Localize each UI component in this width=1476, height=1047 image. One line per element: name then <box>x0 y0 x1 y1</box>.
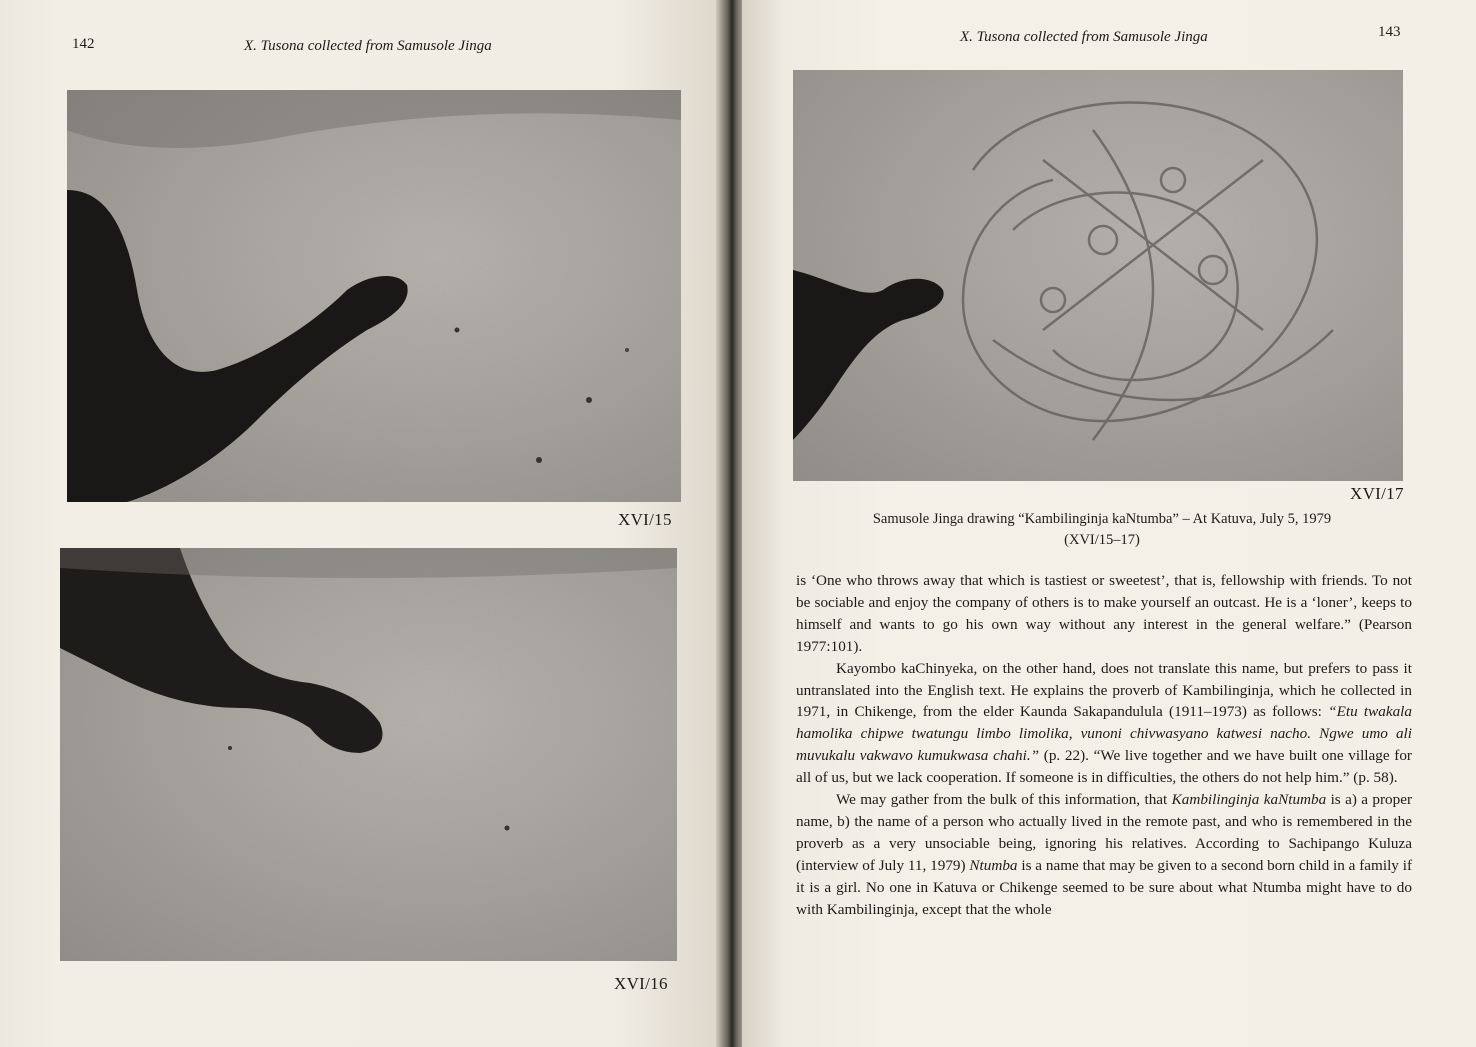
paragraph-3-part-a: We may gather from the bulk of this information, that <box>836 791 1172 809</box>
paragraph-3-part-c: is a name that may be given to a second born child in a family if it is a girl. No one in Katuva or Chikenge seemed to be sure about what Ntumba might have to do with Kambilinginja, except that the whole <box>796 856 1413 918</box>
paragraph-2-part-a: Kayombo kaChinyeka, on the other hand, does not translate this name, but prefers to pass it untranslated into the English text. He explains the proverb of Kambilinginja, which he collected in 1971, in Chikenge, from the elder Kaunda Sakapandulula (1911–1973) as follows: <box>796 659 1412 721</box>
right-page <box>742 0 1476 1047</box>
paragraph-1: is ‘One who throws away that which is tastiest or sweetest’, that is, fellowship with friends. To not be sociable and enjoy the company of others is to make yourself an outcast. He is a ‘loner’, keeps to himself and wants to go his own way without any interest in the general welfare.” (Pearson 1977:101). <box>796 572 1412 655</box>
caption-line-1: Samusole Jinga drawing “Kambilinginja kaNtumba” – At Katuva, July 5, 1979 <box>872 511 1332 527</box>
paragraph-2-part-b: (p. 22). “We live together and we have built one village for all of us, but we lack cooperation. If someone is in difficulties, the others do not help him.” (p. 58). <box>796 747 1412 787</box>
paragraph-3-part-b: is a) a proper name, b) the name of a person who actually lived in the remote past, and who is remembered in the proverb as a very unsociable being, ignoring his relatives. According to Sachipango Kuluza (interview of July 11, 1979) <box>796 791 1412 874</box>
photo-label-xvi-15: XVI/15 <box>618 510 672 529</box>
paragraph-3-italic-1: Kambilinginja kaNtumba <box>1171 791 1327 809</box>
paragraph-2-quote: “Etu twakala hamolika chipwe twatungu limbo limolika, vunoni chivwasyano katwesi nacho. Ngwe umo ali muvukalu vakwavo kumukwasa chahi.” <box>796 703 1413 765</box>
page-number-right: 143 <box>1378 24 1401 40</box>
running-head-right: X. Tusona collected from Samusole Jinga <box>960 29 1208 45</box>
caption-line-2: (XVI/15–17) <box>1064 532 1140 548</box>
photo-label-xvi-17: XVI/17 <box>1350 484 1404 503</box>
figure-caption <box>802 509 1402 551</box>
photo-label-xvi-16: XVI/16 <box>614 974 668 993</box>
photo-xvi-15 <box>67 90 681 502</box>
left-page <box>0 0 722 1047</box>
paragraph-2 <box>796 658 1412 789</box>
photo-xvi-16 <box>60 548 677 961</box>
paragraph-3 <box>796 789 1412 920</box>
page-number-left: 142 <box>72 36 95 52</box>
running-head-left: X. Tusona collected from Samusole Jinga <box>244 38 492 54</box>
photo-xvi-17 <box>793 70 1403 481</box>
paragraph-3-italic-2: Ntumba <box>969 856 1018 874</box>
body-text <box>796 570 1412 921</box>
